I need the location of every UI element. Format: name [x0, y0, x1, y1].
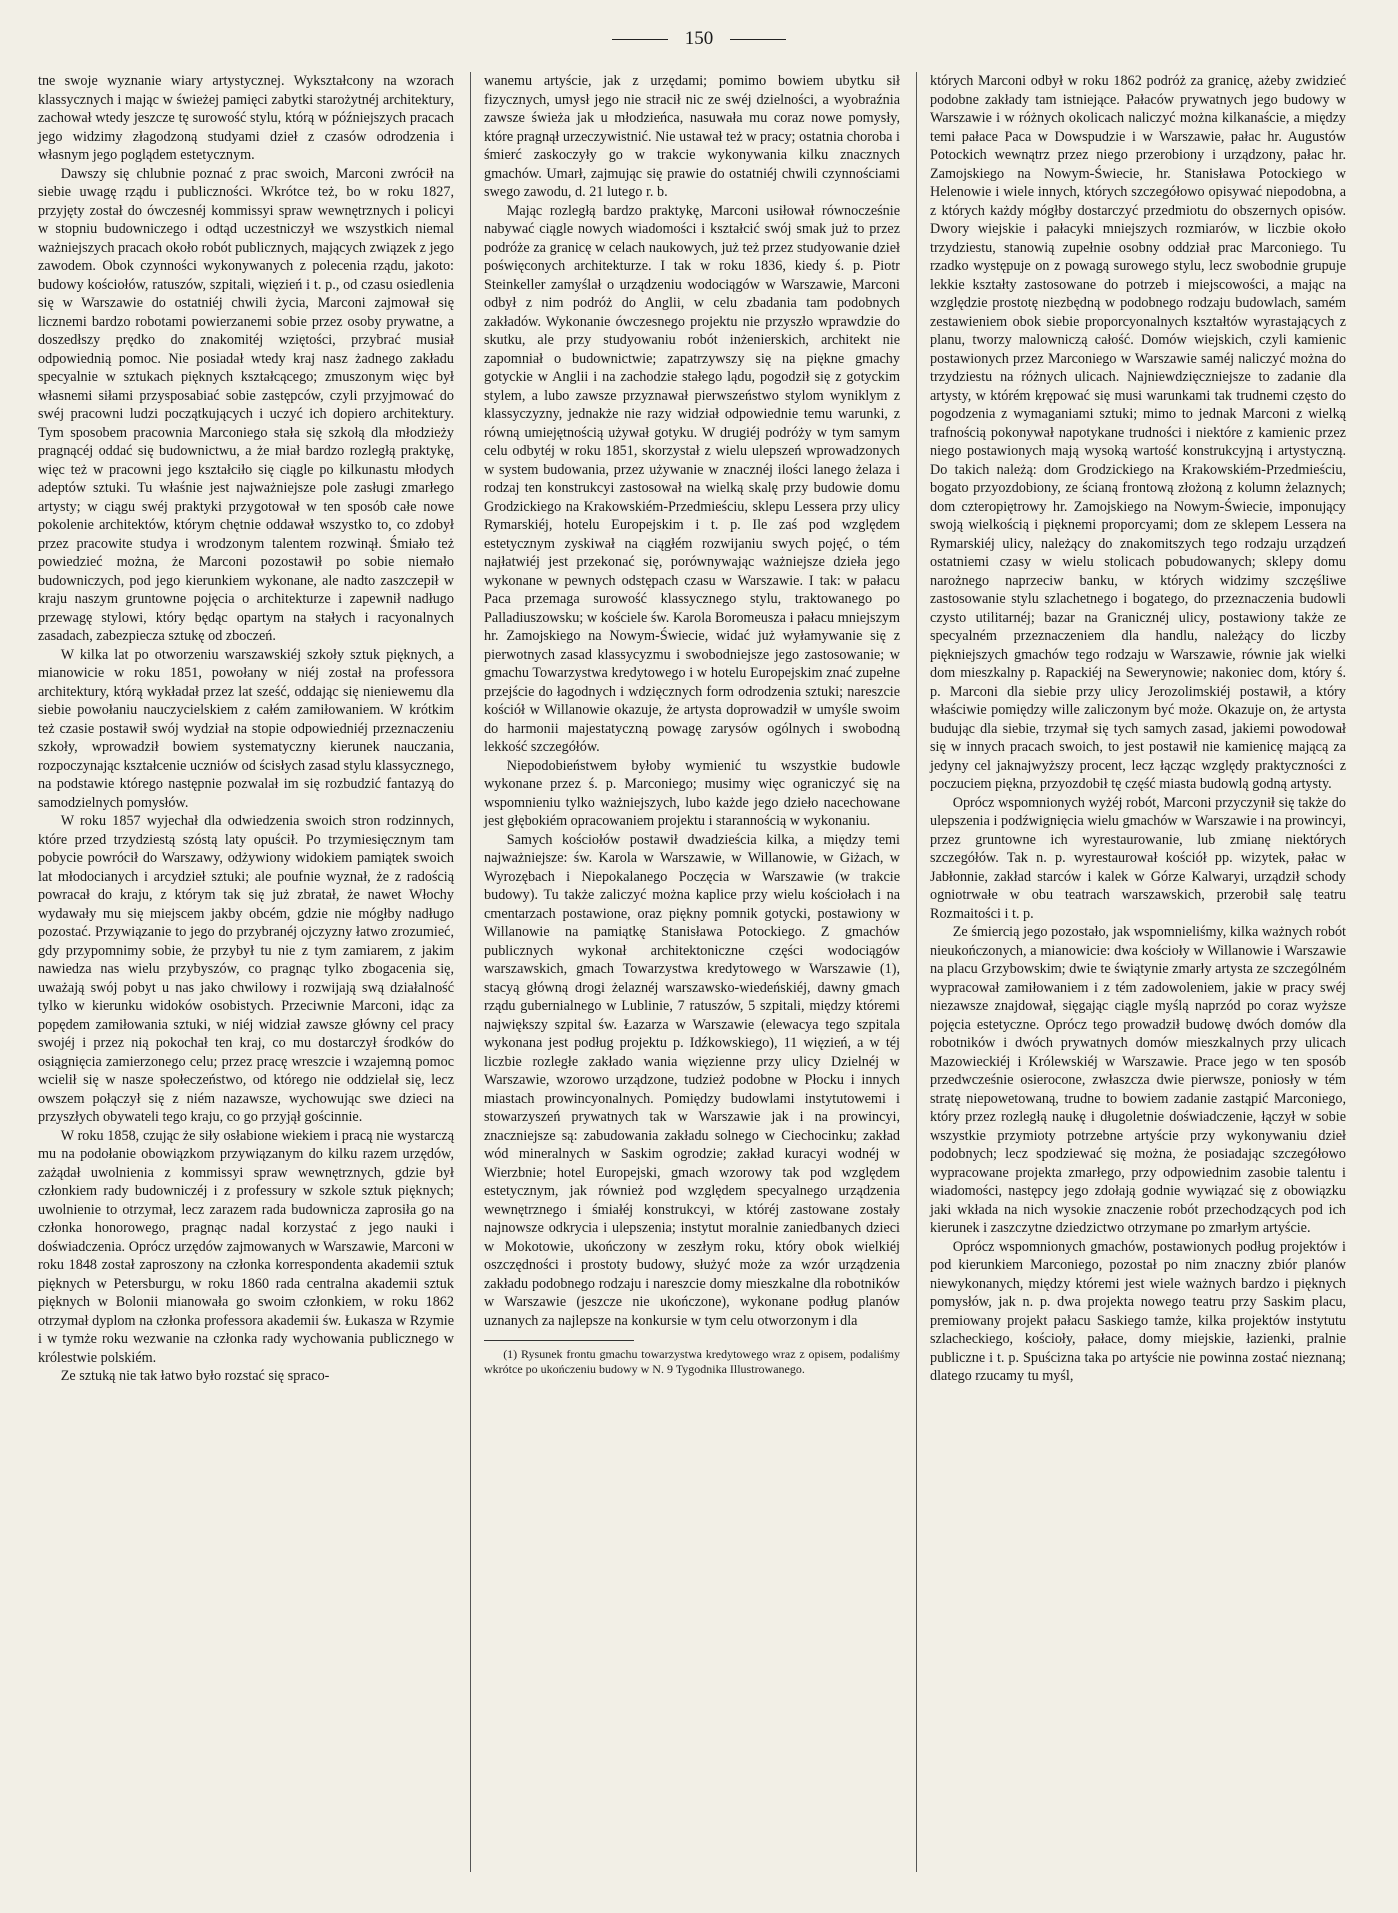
paragraph: Samych kościołów postawił dwadzieścia kilka, a między temi najważniejsze: św. Karola w Warszawie, w Willanowie, w Giżach, w Wyrozębach i Niepokalanego Poczęcia w Warszawie (w trakcie budowy). Tu także zaliczyć można kaplice przy wielu kościołach i na cmentarzach postawione, oraz piękny pomnik gotycki, postawiony w Willanowie na pamiątkę Stanisława Potockiego. Z gmachów publicznych wykonał architektoniczne części wodociągów warszawskich, gmach Towarzystwa kredytowego w Warszawie (1), stacyą główną drogi żelaznéj warszawsko-wiedeńskiéj, dawny gmach rządu gubernialnego w Lublinie, 7 ratuszów, 5 szpitali, między któremi największy szpital św. Łazarza w Warszawie (elewacya tego szpitala wykonana jest podług projektu p. Idźkowskiego), 11 więzień, a w téj liczbie rozległe zakłado wania więzienne przy ulicy Dzielnéj w Warszawie, wzorowo urządzone, tudzież podobne w Płocku i innych miastach prowincyonalnych. Pomiędzy budowlami instytutowemi i stowarzyszeń prywatnych tak w Warszawie jak i na prowincyi, znaczniejsze są: zabudowania zakładu solnego w Ciechocinku; zakład wód mineralnych w Saskim ogrodzie; zakład kuracyi wodnéj w Wierzbnie; hotel Europejski, gmach wzorowy tak pod względem estetycznym, jak również pod względem specyalnego urządzenia wewnętrznego i śmiałéj konstrukcyi, w któréj zastowane zostały najnowsze odkrycia i ulepszenia; instytut moralnie zaniedbanych dzieci w Mokotowie, ukończony w zeszłym roku, który obok wielkiéj oszczędności i prostoty budowy, służyć może za wzór urządzenia zakładu podobnego rodzaju i nareszcie domy mieszkalne dla robotników w Warszawie (jeszcze nie ukończone), wykonane podług planów uznanych za najlepsze na konkursie w tym celu otworzonym i dla: [484, 831, 900, 1329]
paragraph: Niepodobieństwem byłoby wymienić tu wszystkie budowle wykonane przez ś. p. Marconiego; musimy więc ograniczyć się na wspomnieniu tylko ważniejszych, lubo każde jego dzieło nacechowane jest głębokiém opracowaniem projektu i starannością w wykonaniu.: [484, 757, 900, 829]
paragraph: których Marconi odbył w roku 1862 podróż za granicę, ażeby zwidzieć podobne zakłady tam istniejące. Pałaców prywatnych jego budowy w Warszawie i w różnych okolicach naliczyć można kilkanaście, a między temi pałace Paca w Dowspudzie i w Warszawie, pałac hr. Augustów Potockich wewnątrz przez niego przerobiony i urządzony, pałac hr. Zamojskiego na Nowym-Świecie, hr. Stanisława Potockiego w Helenowie i wiele innych, których szczegółowo opisywać niepodobna, a z których każdy mógłby dostarczyć przedmiotu do obszernych opisów. Dwory wiejskie i pałacyki mniejszych rozmiarów, w liczbie około trzydziestu, stanowią zupełnie osobny oddział prac Marconiego. Tu rzadko występuje on z powagą surowego stylu, lecz swobodnie grupuje lekkie kształty zastosowane do potrzeb i miejscowości, a mając na względzie prostotę niezbędną w podobnego rodzaju budowlach, samém zestawieniem obok siebie proporcyonalnych kształtów wyrastających z planu, tworzy malowniczą całość. Domów wiejskich, czyli kamienic postawionych przez Marconiego w Warszawie saméj naliczyć można do trzydziestu na różnych ulicach. Najniewdzięczniejsze to zadanie dla artysty, w którém krępować się musi warunkami tak trudnemi często do pogodzenia z wymaganiami sztuki; mimo to jednak Marconi z wielką trafnością pokonywał napotykane trudności i niektóre z kamienic przez niego postawionych mają wysoką wartość konstrukcyjną i artystyczną. Do takich należą: dom Grodzickiego na Krakowskiém-Przedmieściu, bogato przyozdobiony, ze ścianą frontową złożoną z kolumn żelaznych; dom czteropiętrowy hr. Zamojskiego na Nowym-Świecie, imponujący swoją wielkością i pięknemi proporcyami; dom ze sklepem Lessera na Rymarskiéj ulicy, należący do znakomitszych tego rodzaju urządzeń ostatniemi czasy w wielu stolicach pobudowanych; sklepy domu narożnego naprzeciw banku, w których widzimy szczęśliwe zastosowanie stylu szlachetnego i bogatego, do przeznaczenia budowli czysto utilitarnéj; bazar na Granicznéj ulicy, postawiony także ze specyalném przeznaczeniem dla handlu, należący do liczby piękniejszych gmachów tego rodzaju w Warszawie, równie jak wielki dom mieszkalny p. Rapackiéj na Sewerynowie; nakoniec dom, który ś. p. Marconi dla siebie przy ulicy Jerozolimskiéj postawił, a który właściwie pomiędzy wille zaliczonym być może. Okazuje on, że artysta budując dla siebie, trzymał się tych samych zasad, jakiemi powodował się w innych pracach swoich, to jest postawił nie kamienicę mającą za jedyny cel jaknajwyższy procent, lecz łącząc względy praktyczności z poczuciem piękna, przyozdobił tę część miasta budowlą godną artysty.: [930, 73, 1346, 792]
paragraph: Oprócz wspomnionych gmachów, postawionych podług projektów i pod kierunkiem Marconiego, pozostał po nim znaczny zbiór planów niewykonanych, między któremi jest wiele ważnych bardzo i pięknych pomysłów, jak n. p. dwa projekta nowego teatru przy Saskim placu, premiowany projekt pałacu Saskiego tamże, kilka projektów instytutu szlacheckiego, kościoły, pałace, domy miejskie, łazienki, pralnie publiczne i t. p. Spuścizna taka po artyście nie powinna zostać nieznaną; dlatego rzucamy tu myśl,: [930, 1238, 1346, 1384]
paragraph: Ze śmiercią jego pozostało, jak wspomnieliśmy, kilka ważnych robót nieukończonych, a mianowicie: dwa kościoły w Willanowie i Warszawie na placu Grzybowskim; dwie te świątynie zmarły artysta ze szczególném wypracował zamiłowaniem i z tém zadowoleniem, jakie w pracy swéj niezawsze znajdował, sięgając ciągle myślą naprzód po coraz wyższe pojęcia estetyczne. Oprócz tego prowadził budowę dwóch domów dla robotników i dwóch prywatnych domów mieszkalnych przy ulicach Mazowieckiéj i Królewskiéj w Warszawie. Prace jego w ten sposób przedwcześnie osierocone, zwłaszcza dwie pierwsze, poniosły w tém stratę niepowetowaną, trudne to bowiem zadanie zastąpić Marconiego, który przez rozległą naukę i długoletnie doświadczenie, łączył w sobie wszystkie przymioty potrzebne artyście przy wykonywaniu dzieł podobnych; lecz spodziewać się można, że posiadając szczegółowo wypracowane projekta zmarłego, przy odpowiednim zasobie talentu i wiadomości, następcy jego zdołają godnie wywiązać się z obowiązku jaki wkłada na nich wysokie znaczenie robót przechodzących pod ich kierunek i zaszczytne dziedzictwo otrzymane po zmarłym artyście.: [930, 924, 1346, 1236]
text-column-1: [38, 72, 454, 1880]
page-number: 150: [684, 28, 714, 49]
paragraph: tne swoje wyznanie wiary artystycznej. Wykształcony na wzorach klassycznych i mając w świeżej pamięci zabytki starożytnéj architektury, zachował wtedy jeszcze tę surowość stylu, którą w późniejszych pracach jego widzimy złagodzoną studyami dzieł z czasów odrodzenia i własnym jego poglądem estetycznym.: [38, 73, 454, 163]
column-divider-1: [470, 72, 471, 1872]
header-rule-left: [612, 39, 668, 40]
paragraph: W roku 1857 wyjechał dla odwiedzenia swoich stron rodzinnych, które przed trzydziestą szóstą laty opuścił. Po trzymiesięcznym tam pobycie powrócił do Warszawy, odżywiony widokiem pamiątek swoich lat młodocianych i arcydzieł sztuki; ale poufnie wyznał, że z radością powracał do kraju, z którym tak się już zbratał, że nawet Włochy wydawały mu się miejscem jakby obcém, gdzie nie mógłby nadługo pozostać. Przywiązanie to jego do przybranéj ojczyzny łatwo zrozumieć, gdy przypomnimy sobie, że przybył tu nie z tym zamiarem, z jakim nawiedza nas wielu przybyszów, co pragnąc tylko zbogacenia się, uważają swój pobyt u nas jako chwilowy i rozwijają swą działalność tylko w kierunku widoków osobistych. Przeciwnie Marconi, idąc za popędem zamiłowania sztuki, w niéj widział zawsze główny cel pracy swojéj i przez nią pokochał ten kraj, co mu dostarczył środków do osiągnięcia zamierzonego celu; przez pracę wreszcie i wzajemną pomoc wcielił się w nasze społeczeństwo, od którego nie oddzielał się, lecz owszem połączył się z niém nazawsze, wychowując swe dzieci na przyszłych obywateli tego kraju, co go przyjął gościnnie.: [38, 813, 454, 1125]
footnote-rule: [484, 1340, 634, 1341]
paragraph: W kilka lat po otworzeniu warszawskiéj szkoły sztuk pięknych, a mianowicie w roku 1851, powołany w niéj został na professora architektury, którą wykładał przez lat sześć, oddając się nieniewemu dla siebie powołaniu nauczycielskiem z całém zamiłowaniem. W krótkim też czasie postawił swój wydział na stopie odpowiedniéj przeznaczeniu szkoły, wprowadził bowiem systematyczny kierunek nauczania, rozpoczynając kształcenie uczniów od ścisłych zasad stylu klassycznego, na podstawie którego następnie pozwalał im się rozbudzić fantazyą do samodzielnych pomysłów.: [38, 646, 455, 811]
paragraph: wanemu artyście, jak z urzędami; pomimo bowiem ubytku sił fizycznych, umysł jego nie stracił nic ze swéj dzielności, a wyobraźnia zawsze świeża jak u młodzieńca, nasuwała mu coraz nowe pomysły, które pragnął urzeczywistnić. Nie ustawał też w pracy; ostatnia choroba i śmierć zaskoczyły go w trakcie wykonywania kilku znacznych gmachów. Umarł, zajmując się prawie do ostatniéj chwili czynnościami swego zawodu, d. 21 lutego r. b.: [484, 73, 900, 200]
paragraph: Dawszy się chlubnie poznać z prac swoich, Marconi zwrócił na siebie uwagę rządu i publiczności. Wkrótce też, bo w roku 1827, przyjęty został do ówczesnéj kommissyi spraw wewnętrznych i policyi w stopniu budowniczego i odtąd uczestniczył we wszystkich niemal ważniejszych pracach około robót publicznych, mających związek z jego zawodem. Obok czynności wykonywanych z polecenia rządu, jakoto: budowy kościołów, ratuszów, szpitali, więzień i t. p., od czasu osiedlenia się w Warszawie do ostatniéj chwili życia, Marconi zajmował się licznemi bardzo robotami powierzanemi sobie przez osoby prywatne, a doszedłszy prędko do znakomitéj wziętości, przybrać musiał odpowiednią pomoc. Nie posiadał wtedy kraj nasz żadnego zakładu specyalnie w sztukach pięknych kształcącego; zmuszonym więc był własnemi siłami przysposabiać sobie zastępców, czyli przyjmować do swéj pracowni ludzi początkujących i uczyć ich dopiero architektury. Tym sposobem pracownia Marconiego stała się szkołą dla młodzieży pragnącéj oddać się budownictwu, a że miał bardzo rozległą praktykę, więc też w pracowni jego kształciło się ciągle po kilkunastu młodych adeptów sztuki. Tu właśnie jest najważniejsze pole zasługi zmarłego artysty; w ciągu swéj praktyki przygotował w ten sposób całe nowe pokolenie architektów, którym chętnie oddawał wszystko to, co zdobył przez pracowite studya i wrodzonym talentem rozwinął. Śmiało też powiedzieć można, że Marconi pozostawił po sobie niemało budowniczych, pod jego kierunkiem wykonane, ale nadto zaszczepił w kraju naszym gruntowne pojęcia o architekturze i zapewnił nadługo przewagę stylowi, który będąc opartym na stałych i racyonalnych zasadach, zabezpiecza sztukę od zboczeń.: [38, 165, 454, 644]
text-column-2: [484, 72, 900, 1880]
column-divider-2: [916, 72, 917, 1872]
header-rule-right: [730, 39, 786, 40]
paragraph: W roku 1858, czując że siły osłabione wiekiem i pracą nie wystarczą mu na podołanie obowiązkom przywiązanym do kilku razem urzędów, zażądał uwolnienia z kommissyi spraw wewnętrznych, gdzie był członkiem rady budowniczéj i z professury w szkole sztuk pięknych; uwolnienie to otrzymał, lecz zarazem rada budownicza zaprosiła go na członka honorowego, pragnąc nadal korzystać z jego nauki i doświadczenia. Oprócz urzędów zajmowanych w Warszawie, Marconi w roku 1848 został zaproszony na członka korrespondenta akademii sztuk pięknych w Petersburgu, w roku 1860 rada centralna akademii sztuk pięknych w Bolonii mianowała go swoim członkiem, w roku 1862 otrzymał dyplom na członka professora akademii św. Łukasza w Rzymie i w tymże roku wezwanie na członka rady wychowania publicznego w królestwie polskiém.: [38, 1127, 454, 1366]
page-header: [0, 28, 1398, 58]
paragraph: Mając rozległą bardzo praktykę, Marconi usiłował równocześnie nabywać ciągle nowych wiadomości i kształcić swój smak już to przez podróże za granicę w celach naukowych, już też przez studyowanie dzieł poświęconych architekturze. I tak w roku 1836, kiedy ś. p. Piotr Steinkeller zamyślał o urządzeniu wodociągów w Warszawie, Marconi odbył z nim podróż do Anglii, w celu zbadania tam podobnych zakładów. Wykonanie ówczesnego projektu nie przyszło wprawdzie do skutku, ale przy studyowaniu robót inżenierskich, architekt nie zapomniał o budownictwie; zapatrzywszy się na piękne gmachy gotyckie w Anglii i na zachodzie stałego lądu, pogodził się z gotyckim stylem, a lubo zawsze przyznawał pierwszeństwo stylom wyniklym z klassyczyzny, jednakże nie razy widział odpowiednie temu warunki, z równą umiejętnością używał gotyku. W drugiéj podróży w tym samym celu odbytéj w roku 1851, skorzystał z wielu ulepszeń wprowadzonych w system budowania, przez używanie w znacznéj ilości lanego żelaza i rodzaj ten konstrukcyi zastosował na wielką skalę przy budowie domu Grodzickiego na Krakowskiém-Przedmieściu, sklepu Lessera przy ulicy Rymarskiéj, hotelu Europejskim i t. p. Ile zaś pod względem estetycznym zyskiwał na ciągłém rozwijaniu swych pojęć, o tém najłatwiéj jest przekonać się, porównywając ważniejsze dzieła jego wykonane w pewnych odstępach czasu w Warszawie. I tak: w pałacu Paca przemaga surowość klassycznego stylu, traktowanego po Palladiuszowsku; w kościele św. Karola Boromeusza i pałacu mniejszym hr. Zamojskiego na Nowym-Świecie, widać już wyłamywanie się z pierwotnych zasad klassycyzmu i swobodniejsze jego zastosowanie; w gmachu Towarzystwa kredytowego i w hotelu Europejskim znać zupełne przejście do łagodnych i wdzięcznych form odrodzenia sztuki; nareszcie kościół w Willanowie okazuje, że artysta doprowadził w umyśle swoim do harmonii majestatyczną powagę zarysów ogólnych i swobodną lekkość szczegółów.: [484, 202, 900, 755]
footnote: (1) Rysunek frontu gmachu towarzystwa kredytowego wraz z opisem, podaliśmy wkrótce po ukończeniu budowy w N. 9 Tygodnika Illustrowanego.: [484, 1347, 900, 1376]
text-column-3: [930, 72, 1346, 1880]
paragraph: Oprócz wspomnionych wyżéj robót, Marconi przyczynił się także do ulepszenia i podźwignięcia wielu gmachów w Warszawie i na prowincyi, przez gruntowne ich wyrestaurowanie, lub zmianę niektórych szczegółów. Tak n. p. wyrestaurował kościół pp. wizytek, pałac w Jabłonnie, zakład starców i kalek w Górze Kalwaryi, urządził schody ogniotrwałe w obu teatrach warszawskich, przerobił salę teatru Rozmaitości i t. p.: [930, 794, 1346, 922]
paragraph: Ze sztuką nie tak łatwo było rozstać się spraco-: [60, 1368, 330, 1384]
